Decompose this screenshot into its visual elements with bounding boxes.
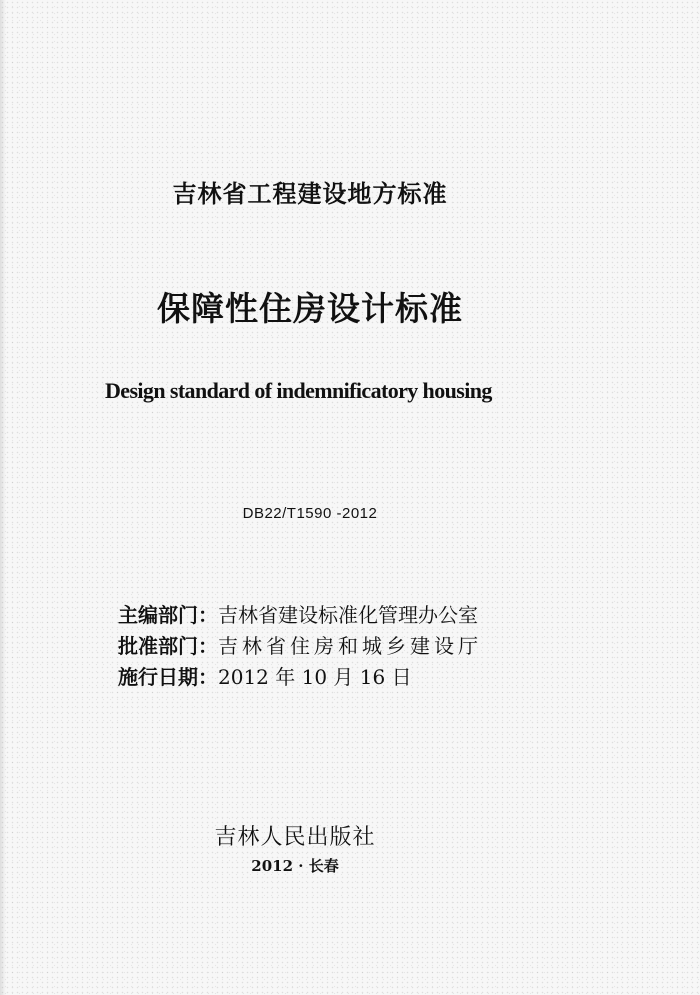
info-block (118, 602, 538, 695)
series-title: 吉林省工程建设地方标准 (172, 180, 448, 208)
document-title: 保障性住房设计标准 (157, 289, 463, 328)
effective-date-value: 2012 年 10 月 16 日 (218, 665, 412, 689)
publish-date: 2012 · 长春 (251, 857, 339, 875)
editor-row (118, 602, 538, 633)
effective-date-row (118, 664, 538, 695)
standard-code: DB22/T1590 -2012 (242, 505, 378, 522)
publisher-name: 吉林人民出版社 (214, 825, 376, 850)
english-title: Design standard of indemnificatory housing (105, 378, 492, 403)
effective-date-label: 施行日期： (118, 665, 218, 689)
approver-label: 批准部门： (118, 634, 218, 658)
approver-row (118, 633, 538, 664)
editor-label: 主编部门： (118, 603, 218, 627)
approver-value: 吉林省住房和城乡建设厅 (218, 634, 482, 658)
editor-value: 吉林省建设标准化管理办公室 (218, 603, 478, 627)
